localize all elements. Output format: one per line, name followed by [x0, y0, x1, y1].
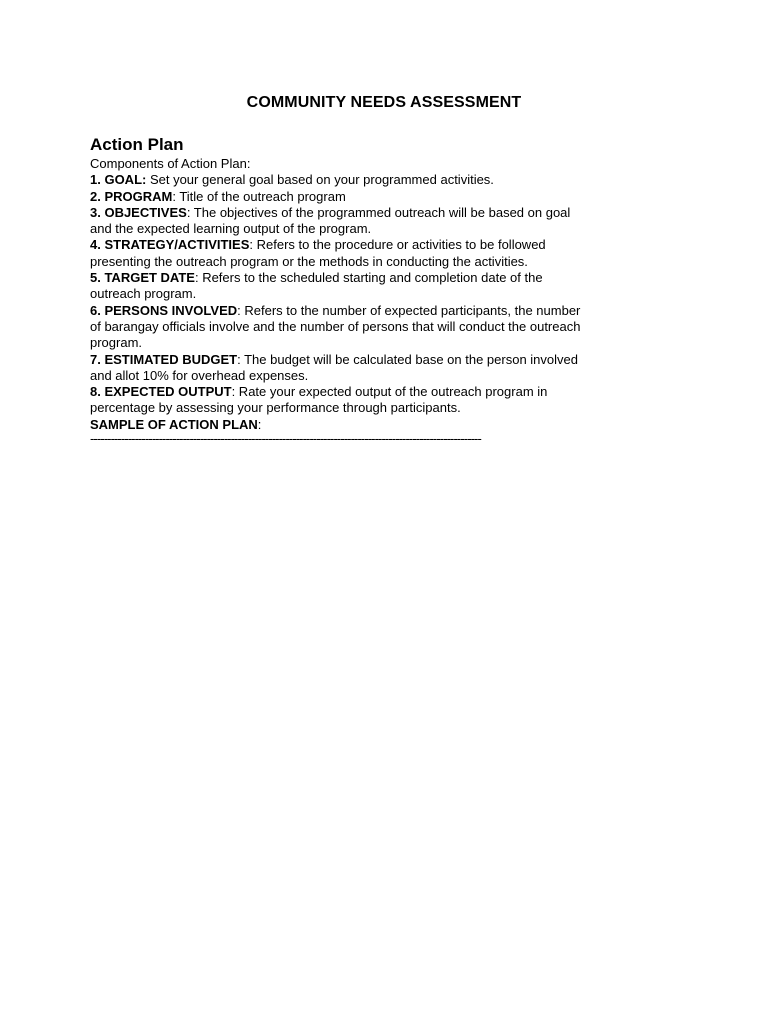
- component-item-objectives: [90, 205, 582, 238]
- dashed-separator: ------------------------------------------------------------------------------------------------------------------: [90, 433, 481, 446]
- item-text: : The budget will be calculated base on the person involved and allot 10% for overhead expenses.: [90, 351, 578, 383]
- component-item-strategy: [90, 237, 582, 270]
- item-term: 6. PERSONS INVOLVED: [90, 302, 238, 318]
- item-text: : Refers to the procedure or activities to be followed presenting the outreach program or the methods in conducting the activities.: [90, 237, 546, 269]
- document-title: COMMUNITY NEEDS ASSESSMENT: [246, 94, 522, 111]
- sample-heading: [90, 417, 582, 433]
- item-text: : Refers to the number of expected participants, the number of barangay officials involve and the number of persons that will conduct the outreach program.: [90, 302, 581, 351]
- item-text: : Title of the outreach program: [172, 188, 346, 204]
- item-text: : Refers to the scheduled starting and completion date of the outreach program.: [90, 270, 543, 302]
- document-body: [90, 134, 582, 445]
- component-item-estimated-budget: [90, 352, 582, 385]
- item-term: 2. PROGRAM: [90, 188, 173, 204]
- item-term: 1. GOAL:: [90, 172, 147, 188]
- item-text: : The objectives of the programmed outreach will be based on goal and the expected learning output of the program.: [90, 204, 571, 237]
- item-term: 8. EXPECTED OUTPUT: [90, 384, 232, 400]
- item-text: : Rate your expected output of the outreach program in percentage by assessing your performance through participants.: [90, 384, 548, 416]
- item-term: 3. OBJECTIVES: [90, 204, 187, 220]
- item-text: Set your general goal based on your programmed activities.: [146, 172, 494, 188]
- component-item-expected-output: [90, 384, 582, 417]
- item-term: 7. ESTIMATED BUDGET: [90, 351, 238, 367]
- item-term: 4. STRATEGY/ACTIVITIES: [90, 237, 250, 253]
- sample-heading-colon: :: [257, 416, 262, 432]
- component-item-target-date: [90, 270, 582, 303]
- component-item-persons-involved: [90, 303, 582, 352]
- section-heading: Action Plan: [90, 135, 184, 154]
- sample-heading-text: SAMPLE OF ACTION PLAN: [90, 416, 258, 432]
- item-term: 5. TARGET DATE: [90, 270, 195, 286]
- component-item-goal: [90, 172, 582, 188]
- intro-text: Components of Action Plan:: [90, 156, 251, 171]
- component-item-program: [90, 189, 582, 205]
